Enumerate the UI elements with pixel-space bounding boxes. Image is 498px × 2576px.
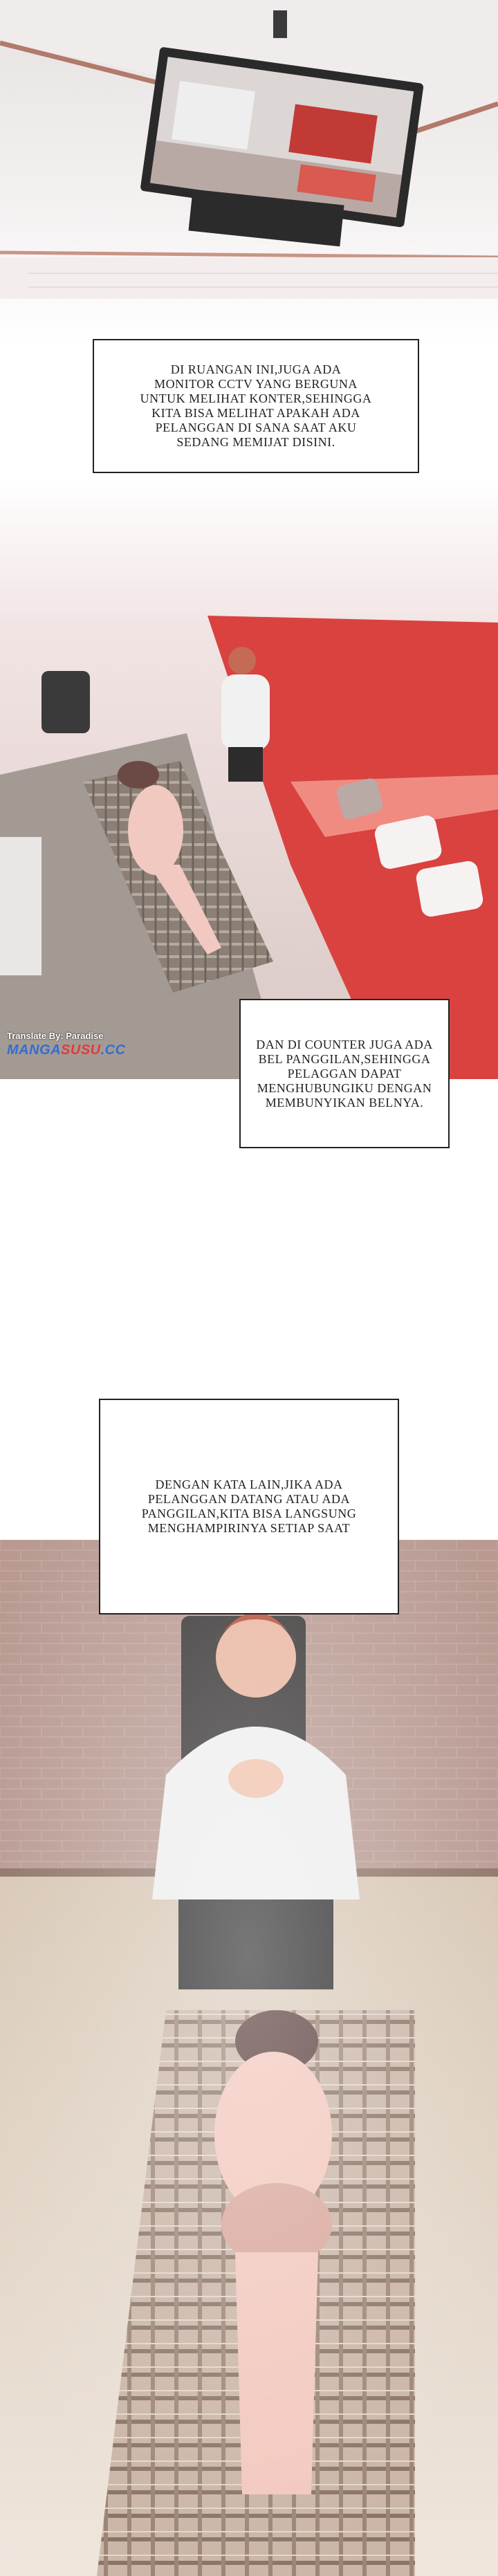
caption-box-2: [239, 999, 450, 1148]
panel-waiting-man: [0, 1540, 498, 2576]
cctv-monitor-illustration: [0, 0, 498, 346]
credit-watermark: [7, 1031, 126, 1058]
translate-credit: Translate By: Paradise: [7, 1031, 104, 1041]
caption-text-1-visible: DI RUANGAN INI,JUGA ADA MONITOR CCTV YANG BERGUNA UNTUK MELIHAT KONTER,SEHINGGA KITA BISA MELIHAT APAKAH ADA PELANGGAN DI SANA SAAT AKU SEDANG MEMIJAT DISINI.: [140, 362, 372, 449]
waiting-man-illustration: [0, 1540, 498, 2576]
caption-box-1-visible: [93, 339, 419, 473]
site-susu: SUSU: [61, 1042, 101, 1058]
site-cc: .CC: [100, 1042, 126, 1058]
massage-room-illustration: [0, 477, 498, 1079]
panel-massage-room: [0, 477, 498, 1079]
panel-cctv-monitor: [0, 0, 498, 346]
caption-box-3: [99, 1399, 399, 1614]
caption-text-3: DENGAN KATA LAIN,JIKA ADA PELANGGAN DATANG ATAU ADA PANGGILAN,KITA BISA LANGSUNG MENGHAMPIRINYA SETIAP SAAT: [141, 1478, 357, 1535]
caption-text-2: DAN DI COUNTER JUGA ADA BEL PANGGILAN,SEHINGGA PELAGGAN DAPAT MENGHUBUNGIKU DENGAN MEMBUNYIKAN BELNYA.: [256, 1037, 433, 1110]
site-manga: MANGA: [7, 1042, 62, 1058]
